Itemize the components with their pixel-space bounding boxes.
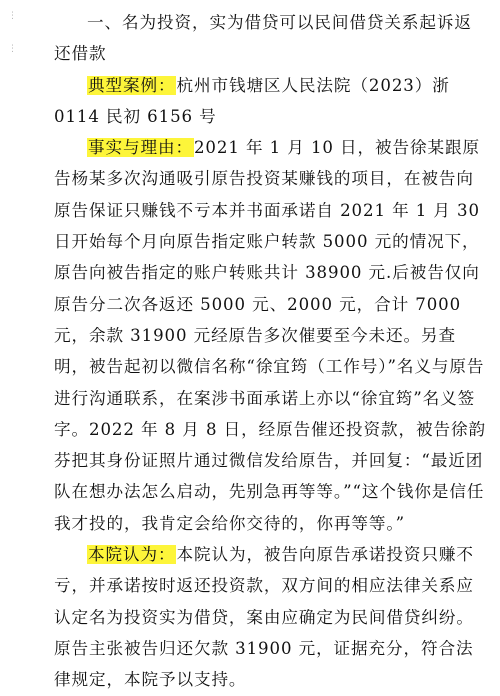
section-heading: 一、名为投资，实为借贷可以民间借贷关系起诉返还借款 <box>54 13 472 64</box>
facts-text: 2021 年 1 月 10 日，被告徐某跟原告杨某多次沟通吸引原告投资某赚钱的项目，在被告向原告保证只赚钱不亏本并书面承诺自 2021 年 1 月 30 日开始每个月向原告指定账户转款 5000 元的情况下，原告向被告指定的账户转账共计 38900 元.后被告仅向原告分二次各返还 5000 元、2000 元，合计 7000 元，余款 31900 元经原告多次催要至今未还。另查明，被告起初以微信名称“徐宜筠（工作号）”名义与原告进行沟通联系，在案涉书面承诺上亦以“徐宜筠”名义签字。2022 年 8 月 8 日，经原告催还投资款，被告徐韵芬把其身份证照片通过微信发给原告，并回复：“最近团队在想办法怎么启动，先别急再等等。”“这个钱你是信任我才投的，我肯定会给你交待的，你再等等。” <box>54 138 486 533</box>
court-paragraph <box>54 539 486 695</box>
court-text: 本院认为，被告向原告承诺投资只赚不亏，并承诺按时返还投资款，双方间的相应法律关系应认定名为投资实为借贷，案由应确定为民间借贷纠纷。原告主张被告归还欠款 31900 元，证据充分，符合法律规定，本院予以支持。 <box>54 545 474 690</box>
case-label: 典型案例： <box>88 75 176 95</box>
document-body <box>54 7 486 696</box>
facts-paragraph <box>54 132 486 539</box>
case-text: 杭州市钱塘区人民法院（2023）浙 0114 民初 6156 号 <box>54 75 450 126</box>
margin-marker: ⋮ <box>8 44 17 54</box>
court-label: 本院认为： <box>88 545 176 565</box>
case-paragraph <box>54 70 486 133</box>
margin-marker: ⋮ <box>8 11 17 21</box>
facts-label: 事实与理由： <box>88 138 193 158</box>
